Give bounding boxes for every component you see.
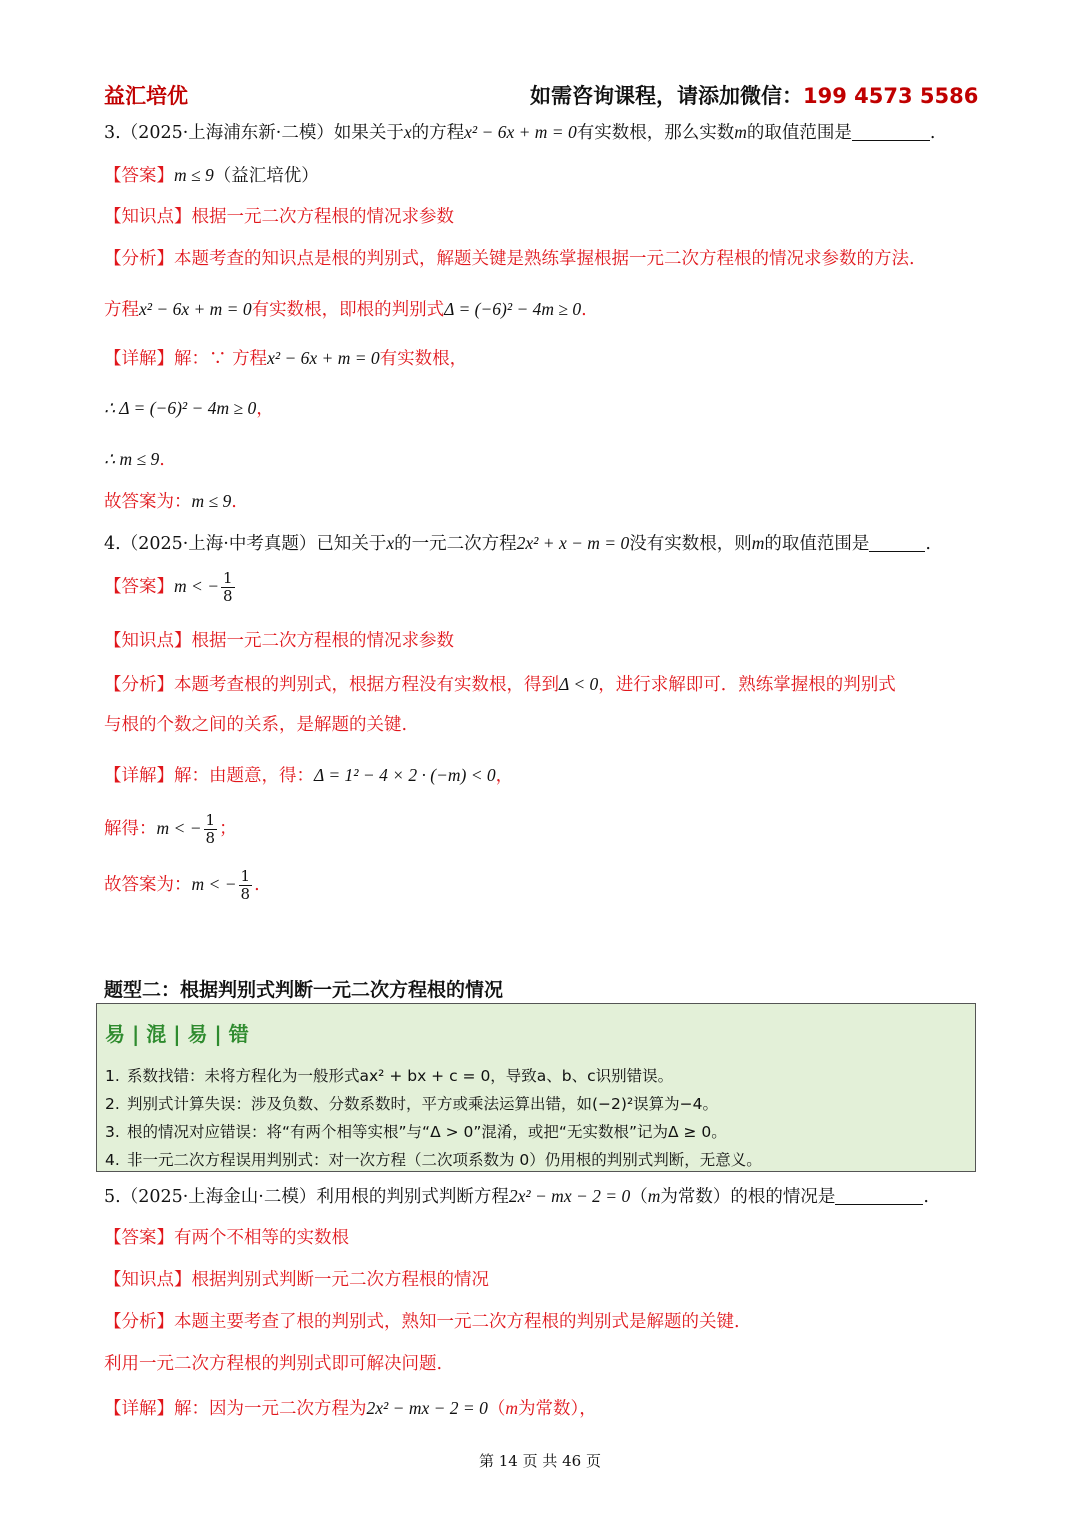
q4-question-prefix: 4.（2025·上海·中考真题）已知关于 (104, 534, 387, 554)
brand-name: 益汇培优 (104, 84, 188, 108)
q4-solve-den: 8 (205, 829, 216, 847)
q4-solve-num: 1 (205, 811, 216, 829)
q3-knowledge-row (104, 205, 454, 229)
q4-answer-blank (869, 533, 925, 552)
tip-number: 2. (105, 1095, 120, 1113)
q4-question-suffix: 的取值范围是 (764, 534, 870, 554)
tip-item (105, 1120, 727, 1142)
q5-question-prefix: 5.（2025·上海金山·二模）利用根的判别式判断方程 (104, 1187, 509, 1207)
q4-answer-num: 1 (223, 569, 233, 587)
q3-answer-row (104, 163, 319, 188)
q5-var-m: m (647, 1186, 661, 1206)
tip-number: 4. (105, 1151, 120, 1169)
q4-final-label: 故答案为： (104, 875, 192, 895)
q4-analysis-label: 【分析】 (104, 675, 174, 695)
q4-detail-row (104, 763, 513, 788)
page-footer: 第 14 页 共 46 页 (478, 1452, 601, 1470)
q4-detail-label: 【详解】 (104, 766, 174, 786)
q4-analysis-a: 本题考查根的判别式，根据方程没有实数根，得到 (174, 675, 559, 695)
contact-label: 如需咨询课程，请添加微信： (530, 84, 803, 108)
q4-kp: 根据一元二次方程根的情况求参数 (191, 631, 454, 651)
q5-kp-label: 【知识点】 (104, 1270, 192, 1290)
q4-solve-fraction (204, 812, 218, 847)
q5-answer-row (104, 1226, 349, 1250)
q4-final-row (104, 868, 260, 903)
q3-question: 3.（2025·上海浦东新·二模）如果关于x的方程x² − 6x + m = 0有实数根，那么实数m的取值范围是 . (104, 122, 936, 143)
contact-line (530, 80, 978, 110)
q5-detail-b: （ (487, 1399, 506, 1419)
q5-detail-row (104, 1396, 597, 1421)
tip-text: 判别式计算失误：涉及负数、分数系数时，平方或乘法运算出错，如(−2)²误算为−4。 (127, 1095, 719, 1113)
q4-answer-lhs: m < − (174, 576, 220, 596)
q4-detail-a: 解：由题意，得： (174, 766, 314, 786)
q3-equation: x² − 6x + m = 0 (464, 122, 577, 142)
q3-var-x: x (403, 122, 412, 142)
wechat-number: 199 4573 5586 (803, 84, 979, 108)
q3-analysis-row (104, 247, 915, 271)
tip-item (105, 1064, 673, 1086)
q4-question: 4.（2025·上海·中考真题）已知关于x的一元二次方程2x² + x − m = 0没有实数根，则m的取值范围是 . (104, 533, 931, 554)
q5-answer-blank (835, 1186, 923, 1205)
q3-step2: ∴ m ≤ 9. (104, 449, 165, 470)
q3-final: m ≤ 9 (191, 491, 232, 511)
tip-text: 根的情况对应错误：将“有两个相等实根”与“Δ > 0”混淆，或把“无实数根”记为Δ ≥ 0。 (127, 1123, 727, 1141)
q4-detail-eq: Δ = 1² − 4 × 2 · (−m) < 0 (314, 765, 496, 785)
q5-detail-m: m (505, 1398, 518, 1418)
q3-kp: 根据一元二次方程根的情况求参数 (191, 207, 454, 227)
q4-var-m: m (751, 533, 765, 553)
q4-final-fraction (239, 868, 253, 903)
q5-kp: 根据判别式判断一元二次方程根的情况 (191, 1270, 489, 1290)
q4-question-mid2: 没有实数根，则 (629, 534, 752, 554)
q4-solve-tail: ； (219, 819, 237, 839)
q4-analysis-b: Δ < 0 (559, 674, 599, 694)
tip-item (105, 1148, 762, 1170)
q3-analysis-label: 【分析】 (104, 249, 174, 269)
q5-question-mid2: 为常数）的根的情况是 (660, 1187, 836, 1207)
q3-analysis2-a: 方程 (104, 300, 139, 320)
q5-detail-eq: 2x² − mx − 2 = 0 (366, 1398, 488, 1418)
q4-final-num: 1 (240, 867, 251, 885)
q3-question-mid: 的方程 (411, 123, 465, 143)
q3-analysis-row2: 方程x² − 6x + m = 0有实数根，即根的判别式Δ = (−6)² − 4m ≥ 0. (104, 299, 587, 320)
tip-heading: 易 | 混 | 易 | 错 (105, 1022, 249, 1046)
q3-detail-b: 有实数根， (379, 349, 468, 369)
tip-number: 1. (105, 1067, 120, 1085)
q5-analysis-row (104, 1310, 740, 1334)
q4-detail-tail: ， (495, 766, 514, 786)
q5-answer: 有两个不相等的实数根 (174, 1228, 349, 1248)
q3-analysis: 本题考查的知识点是根的判别式，解题关键是熟练掌握根据一元二次方程根的情况求参数的方法. (174, 249, 915, 269)
q5-analysis-label: 【分析】 (104, 1312, 174, 1332)
q3-step1 (104, 396, 274, 421)
q4-final-den: 8 (240, 885, 251, 903)
tip-text: 非一元二次方程误用判别式：对一次方程（二次项系数为 0）仍用根的判别式判断，无意义。 (127, 1151, 762, 1169)
q3-answer-label: 【答案】 (104, 166, 174, 186)
q5-detail-label: 【详解】 (104, 1399, 174, 1419)
q3-final-row: 故答案为：m ≤ 9. (104, 491, 237, 512)
tip-number: 3. (105, 1123, 120, 1141)
q4-analysis-row (104, 672, 896, 697)
q5-question-mid: （ (630, 1187, 648, 1207)
q4-analysis-c: ，进行求解即可．熟练掌握根的判别式 (598, 675, 896, 695)
q5-detail-c: 为常数）， (518, 1399, 597, 1419)
q3-question-suffix: 的取值范围是 (746, 123, 852, 143)
q3-final-label: 故答案为： (104, 492, 192, 512)
q3-answer: m ≤ 9 (174, 165, 214, 185)
q4-final-tail: . (254, 875, 260, 895)
q3-step1-tail: ， (256, 399, 274, 419)
q4-solve-lhs: m < − (156, 818, 202, 838)
q5-analysis: 本题主要考查了根的判别式，熟知一元二次方程根的判别式是解题的关键. (174, 1312, 740, 1332)
q5-analysis-row2: 利用一元二次方程根的判别式即可解决问题. (104, 1354, 443, 1374)
q5-equation: 2x² − mx − 2 = 0 (508, 1186, 631, 1206)
q4-var-x: x (386, 533, 395, 553)
q5-question: 5.（2025·上海金山·二模）利用根的判别式判断方程2x² − mx − 2 = 0（m为常数）的根的情况是 . (104, 1186, 929, 1207)
q3-detail-label: 【详解】 (104, 349, 174, 369)
q3-step1-eq: ∴ Δ = (−6)² − 4m ≥ 0 (104, 398, 257, 418)
q4-answer-row (104, 570, 237, 605)
q4-solve-label: 解得： (104, 819, 157, 839)
q4-answer-den: 8 (223, 587, 233, 605)
q4-analysis-row2: 与根的个数之间的关系，是解题的关键. (104, 715, 408, 735)
q5-detail-a: 解：因为一元二次方程为 (174, 1399, 367, 1419)
q3-analysis2-b: 有实数根，即根的判别式 (251, 300, 445, 320)
q3-step2-eq: ∴ m ≤ 9 (104, 449, 160, 469)
q3-question-prefix: 3.（2025·上海浦东新·二模）如果关于 (104, 123, 404, 143)
q3-question-mid2: 有实数根，那么实数 (576, 123, 735, 143)
common-mistakes-box (96, 1003, 976, 1172)
q5-answer-label: 【答案】 (104, 1228, 174, 1248)
q4-question-mid: 的一元二次方程 (394, 534, 517, 554)
q3-detail-a: 解：∵ 方程 (174, 349, 268, 369)
tip-item (105, 1092, 718, 1114)
q3-analysis2-c: Δ = (−6)² − 4m ≥ 0 (444, 299, 582, 319)
q3-kp-label: 【知识点】 (104, 207, 192, 227)
section-title: 题型二：根据判别式判断一元二次方程根的情况 (104, 979, 504, 1001)
tip-text: 系数找错：未将方程化为一般形式ax² + bx + c = 0，导致a、b、c识别错误。 (127, 1067, 674, 1085)
q4-equation: 2x² + x − m = 0 (516, 533, 630, 553)
q4-knowledge-row (104, 629, 454, 653)
q4-solve-row (104, 812, 237, 847)
q3-detail-row (104, 346, 467, 371)
q3-answer-blank (852, 122, 930, 141)
q5-knowledge-row (104, 1268, 489, 1292)
q4-answer-label: 【答案】 (104, 577, 174, 597)
q3-detail-eq: x² − 6x + m = 0 (267, 348, 380, 368)
q4-answer-fraction (221, 570, 235, 605)
q3-analysis2-eq: x² − 6x + m = 0 (139, 299, 252, 319)
q3-answer-note: （益汇培优） (213, 166, 319, 186)
q3-var-m: m (734, 122, 747, 142)
q4-final-lhs: m < − (191, 874, 237, 894)
q4-kp-label: 【知识点】 (104, 631, 192, 651)
